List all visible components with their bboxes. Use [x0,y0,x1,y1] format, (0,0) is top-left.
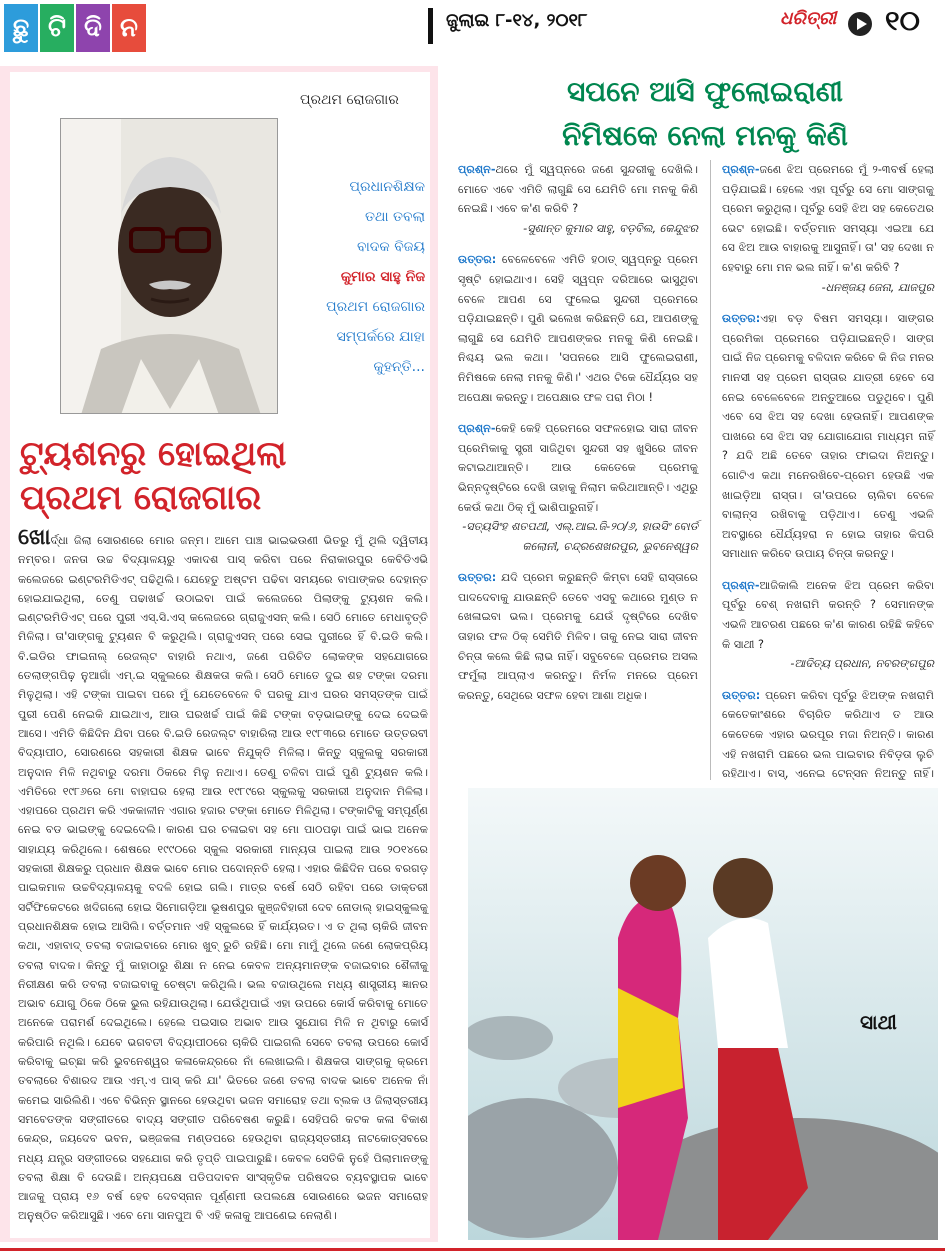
portrait-illustration [61,119,278,414]
question-block [722,160,934,297]
question-block [458,419,698,556]
drop-cap: ଖୋ [18,525,51,550]
question-label: ପ୍ରଶ୍ନ- [458,422,496,436]
page-number: ୧୦ [885,4,920,37]
column-divider [710,160,711,780]
question-text: କେହି କେହି ପ୍ରେମରେ ସଫଳହୋଇ ସାରା ଜୀବନ ପ୍ରେମିକାକୁ ସ୍ତ୍ରୀ ସାଜିଥିବା ସୁନ୍ଦରୀ ସହ ଖୁସିରେ ଜୀବନ କଟାଇଥାଆନ୍ତି। ଆଉ କେତେକେ ପ୍ରେମକୁ ଭିନ୍ନଦୃଷ୍ଟିରେ ଦେଖି ତାହାକୁ ନିଲାମ କରିଥାଆନ୍ତି। ଏଥିରୁ କେଉଁ କଥା ଠିକ୍ ମୁଁ ଭାଶିପାରୁନାହିଁ। [458,422,698,514]
question-block [722,576,934,674]
advice-headline-line: ନିମିଷକେ ନେଲା ମନକୁ କିଣି [562,119,848,152]
portrait-photo [60,118,278,414]
bottom-rule [0,1248,945,1251]
answer-text: ପ୍ରେମ କରିବା ପୂର୍ବରୁ ଝିଅଙ୍କ ନଖରାମି କେତେକାଂଶରେ ବିଚାରିତ କରିଥାଏ ତ ଆଉ କେତେକେ ଏହାର ଭରପୂର ମଜା ନିଅନ୍ତି। କାରଣ ଏହି ନଖରାମି ପଛରେ ଭଲ ପାଇବାର ନିବିଡ଼ତା ଲୁଚି ରହିଥାଏ। ବାସ୍, ଏନେଇ ଟେନ୍ସନ ନିଅନ୍ତୁ ନାହିଁ। [722,688,935,781]
intro-blurb [290,172,425,382]
masthead-tile: ଦି [76,4,110,52]
question-text: ଥରେ ମୁଁ ସ୍ୱପ୍ନରେ ଜଣେ ସୁନ୍ଦରୀକୁ ଦେଖିଲି। ମୋତେ ଏବେ ଏମିତି ଲାଗୁଛି ସେ ଯେମିତି ମୋ ମନକୁ କିଣି ନେଇଛି। ଏବେ କ'ଣ କରିବି ? [458,163,698,216]
answer-text: ଯଦି ପ୍ରେମ କରୁଛନ୍ତି କିମ୍ବା ସେହି ରାସ୍ତାରେ ପାଦଦେବାକୁ ଯାଉଛନ୍ତି ତେବେ ଏସବୁ କଥାରେ ମୁଣ୍ଡ ନ ଖେଳାଇବା ଭଲ। ପ୍ରେମକୁ ଯେଉଁ ଦୃଷ୍ଟିରେ ଦେଖିବ ତାହାର ଫଳ ଠିକ୍ ସେମିତି ମିଳିବ। ତାକୁ ନେଇ ସାରା ଜୀବନ ଚିନ୍ତା କଲେ କିଛି ଲାଭ ନାହିଁ। ସବୁବେଳେ ପ୍ରେମର ଅସଲ ଫର୍ମୁଲା ଆପ୍ଲାଏ କରନ୍ତୁ। ନିର୍ମଳ ମନରେ ପ୍ରେମ କରନ୍ତୁ, ସେଥିରେ ସଫଳ ହେବା ଆଶା ଅଧିକ। [458,571,698,702]
intro-line: ପ୍ରଧାନଶିକ୍ଷକ [349,179,425,195]
masthead-tile: ନ [112,4,146,52]
intro-line: ପ୍ରଥମ ରୋଜଗାର [326,299,425,315]
intro-line: କୁହନ୍ତି... [373,359,425,375]
left-article-body [18,525,428,1226]
play-icon [848,12,872,36]
answer-label: ଉତ୍ତର: [722,688,761,702]
section-kicker: ପ୍ରଥମ ରୋଜଗାର [300,92,399,108]
intro-line: ତଥା ତବଲା [364,209,425,225]
answer-label: ଉତ୍ତର: [458,571,497,585]
advice-column-1 [458,160,698,717]
question-signature: -ସତ୍ୟସିଂହ ଶତପଥୀ, ଏଲ୍.ଆଇ.ଜି-୨୦/୬, ହାଉସିଂ ବୋର୍ଡ କଲୋନୀ, ଚନ୍ଦ୍ରଶେଖରପୁର, ଭୁବନେଶ୍ୱର [462,520,698,553]
answer-block [722,309,934,564]
question-label: ପ୍ରଶ୍ନ- [722,578,760,592]
photo-caption: ସାଥୀ [860,1010,897,1034]
question-signature: -ଧନଞ୍ଜୟ ଜେନା, ଯାଜପୁର [821,280,934,294]
answer-block [458,568,698,705]
question-text: ଜଣେ ଝିଅ ପ୍ରେମରେ ମୁଁ ୨-୩ବର୍ଷ ହେଲା ପଡ଼ିଯାଇଛି। ହେଲେ ଏହା ପୂର୍ବରୁ ସେ ମୋ ସାଙ୍ଗକୁ ପ୍ରେମ କରୁଥିଲା। ପୂର୍ବରୁ ସେହି ଝିଅ ସହ କେତେଥର ଭେଟ ହୋଇଛି। ବର୍ତ୍ତମାନ ସମସ୍ୟା ଏଇଆ ଯେ ସେ ଝିଅ ଆଉ ବାହାରକୁ ଆସୁନାହିଁ। ତା' ସହ ଦେଖା ନ ହେବାରୁ ମୋ ମନ ଭଲ ନାହିଁ। କ'ଣ କରିବି ? [722,163,934,274]
answer-text: ବେଳେବେଳେ ଏମିତି ହଠାତ୍ ସ୍ୱପ୍ନରୁ ପ୍ରେମ ସୃଷ୍ଟି ହୋଇଥାଏ। ସେହି ସ୍ୱପ୍ନ ଦରିଆରେ ଭାସୁଥିବା ବେଳେ ଆପଣ ସେ ଫୁଲେଇ ସୁନ୍ଦରୀ ପ୍ରେମରେ ପଡ଼ିଯାଇଛନ୍ତି। ପୁଣି ଭଲେଖ କରିଛନ୍ତି ଯେ, ଆପଣଙ୍କୁ ଲାଗୁଛି ସେ ଯେମିତି ଆପଣଙ୍କର ମନକୁ କିଣି ନେଇଛି। ନିଶ୍ଚୟ ଭଲ କଥା। 'ସପନରେ ଆସି ଫୁଲେଇରାଣୀ, ନିମିଷକେ ନେଲା ମନକୁ କିଣି।' ଏଥର ଟିକେ ଧୈର୍ଯ୍ୟର ସହ ଅପେକ୍ଷା କରନ୍ତୁ। ଅପେକ୍ଷାର ଫଳ ପରା ମିଠା ! [458,253,698,404]
answer-block [722,686,934,804]
masthead-tile: ଛୁ [4,4,38,52]
advice-headline-line: ସପନେ ଆସି ଫୁଲୋଇରାଣୀ [567,75,843,108]
question-label: ପ୍ରଶ୍ନ- [722,163,760,176]
answer-text: ଏହା ବଡ଼ ବିଷମ ସମସ୍ୟା। ସାଙ୍ଗର ପ୍ରେମିକା ପ୍ରେମରେ ପଡ଼ିଯାଇଛନ୍ତି। ସାଙ୍ଗ ପାଇଁ ନିଜ ପ୍ରେମକୁ ବଳିଦାନ କରିବେ କି ନିଜ ମନର ମାନସୀ ସହ ପ୍ରେମ ରାସ୍ତାର ଯାତ୍ରୀ ହେବେ ସେ ନେଇ ବେଳେବେଳେ ଅନ୍ତୁଆରେ ପଡୁଥିବେ। ପୁଣି ଏବେ ସେ ଝିଅ ସହ ଦେଖା ହେଉନାହିଁ। ଆପଣଙ୍କ ପାଖରେ ସେ ଝିଅ ସହ ଯୋଗାଯୋଗ ମାଧ୍ୟମ ନାହିଁ ? ଯଦି ଅଛି ତେବେ ତାହାର ଫାଇଦା ନିଅନ୍ତୁ। ଗୋଟିଏ କଥା ମନେରଖିବେ-ପ୍ରେମ ହେଉଛି ଏକ ଖାଇଡ଼ିଆ ରାସ୍ତା। ତା'ଉପରେ ଚାଲିବା ବେଳେ ବାଲାନ୍ସ ରଖିବାକୁ ପଡ଼ିଥାଏ। ତେଣୁ ଏଭଳି ଅବସ୍ଥାରେ ଧୈର୍ଯ୍ୟହରା ନ ହୋଇ ତାହାର କିପରି ସମାଧାନ କରିବେ ଉପାୟ ଚିନ୍ତା କରନ୍ତୁ। [722,312,934,561]
question-block [458,160,698,238]
question-signature: -ଆଦିତ୍ୟ ପ୍ରଧାନ, ନବରଙ୍ଗପୁର [790,657,934,671]
answer-label: ଉତ୍ତର: [722,312,761,326]
answer-block [458,250,698,407]
header-divider [428,8,433,44]
publication-logo: ଧରିତ୍ରୀ [780,8,837,29]
question-signature: -ସୁଶାନ୍ତ କୁମାର ସାହୁ, ବଡ଼ବିଲ, କେନ୍ଦୁଝର [523,221,698,235]
intro-line: କୁମାର ସାହୁ ନିଜ [340,269,425,285]
intro-line: ବାଦକ ବିଜୟ [357,239,425,255]
advice-column-2 [722,160,934,815]
advice-column-headline [470,70,940,158]
question-label: ପ୍ରଶ୍ନ- [458,163,496,176]
masthead-tile: ଟି [40,4,74,52]
answer-label: ଉତ୍ତର: [458,253,497,267]
article-text: ର୍ଦ୍ଧା ଜିଲା ସୋରଣରେ ମୋର ଜନ୍ମ। ଆମେ ପାଞ୍ଚ ଭାଇଭଉଣୀ ଭିତରୁ ମୁଁ ଥିଲି ଦ୍ୱିତୀୟ ନମ୍ବର। ଜନତା ଉଚ୍ଚ ବିଦ୍ୟାଳୟରୁ ଏକାଦଶ ପାସ୍ କରିବା ପରେ ନିରାକାରପୁର କେବିଡିଏଭି କଲେଜରେ ଇଣ୍ଟରମିଡିଏଟ୍ ପଢିଥିଲି। ଯେହେତୁ ଅଷ୍ଟମ ପଢିବା ସମୟରେ ବାପାଙ୍କର ଦେହାନ୍ତ ହୋଇଯାଇଥିଲା, ତେଣୁ ପଢାଖର୍ଚ୍ଚ ଉଠାଇବା ପାଇଁ କଲେଜରେ ପିଲାଙ୍କୁ ଟ୍ୟୁଶନ କଲି। ଇଣ୍ଟରମିଡିଏଟ୍ ପରେ ପୁରୀ ଏସ୍.ସି.ଏସ୍ କଲେଜରେ ଗ୍ରାଜୁଏସନ୍ କଲି। ସେଠି ମୋତେ ମେଧାବୃତ୍ତି ମିଳିଲା। ତା'ସାଙ୍ଗକୁ ଟ୍ୟୁଶନ ବି କରୁଥିଲି। ଗ୍ରାଜୁଏସନ୍ ପରେ ସେଇ ପୁରୀରେ ହିଁ ବି.ଇଡି କଲି। ବି.ଇଡିର ଫାଇନାଲ୍ ରେଜଲ୍ଟ ବାହାରି ନଥାଏ, ଜଣେ ପରିଚିତ ଲୋକଙ୍କ ସହଯୋଗରେ ତେଲାଙ୍ଗପିଢ଼ ନୁଆଗାଁ ଏମ୍.ଇ ସ୍କୁଲରେ ଶିକ୍ଷକତା କଲି। ସେଠି ମୋତେ ଦୁଇ ଶହ ଟଙ୍କା ଦରମା ମିଳୁଥିଲା। ଏହି ଟଙ୍କା ପାଇବା ପରେ ମୁଁ ଯେତେବେଳେ ବି ଘରକୁ ଯାଏ ଘରର ସମସ୍ତଙ୍କ ପାଇଁ ପୁରୀ ପେଣି ନେଇକି ଯାଇଥାଏ, ଆଉ ଘରଖର୍ଚ୍ଚ ପାଇଁ କିଛି ଟଙ୍କା ବଡ଼ଭାଇଙ୍କୁ ଦେଇ ଦେଇକି ଆସେ। ଏମିତି କିଛିଦିନ ଯିବା ପରେ ବି.ଇଡି ରେଜଲ୍ଟ ବାହାରିଲା ଆଉ ୧୯୮୩ରେ ମୋତେ ଉତ୍ତରବୀ ବିଦ୍ୟାପୀଠ, ସୋରଣରେ ସହକାରୀ ଶିକ୍ଷକ ଭାବେ ନିଯୁକ୍ତି ମିଳିଲା। କିନ୍ତୁ ସ୍କୁଲକୁ ସରକାରୀ ଅନୁଦାନ ମିଳି ନଥିବାରୁ ଦରମା ଠିକରେ ମିଳୁ ନଥାଏ। ତେଣୁ ଚଳିବା ପାଇଁ ପୁଣି ଟ୍ୟୁଶନ କଲି। ଏମିତିରେ ୧୯୮୬ରେ ମୋ ବାହାଘର ହେଲା ଆଉ ୧୯୮୯ରେ ସ୍କୁଲକୁ ସରକାରୀ ଅନୁଦାନ ମିଳିଲା। ଏହାପରେ ପ୍ରଥମ କରି ଏକକାଳୀନ ଏଗାର ହଜାର ଟଙ୍କା ମୋତେ ମିଳିଥିଲା। ଟଙ୍କାଟିକୁ ସମ୍ପୂର୍ଣ୍ଣ ନେଇ ବଡ ଭାଇଙ୍କୁ ଦେଇଦେଲି। କାରଣ ଘର ଚଳାଇବା ସହ ମୋ ପାଠପଢ଼ା ପାଇଁ ଭାଇ ଅନେକ ସାହାଯ୍ୟ କରିଥିଲେ। ଶେଷରେ ୧୯୯୦ରେ ସ୍କୁଲ ସରକାରୀ ମାନ୍ୟତା ପାଇଲା ଆଉ ୨୦୧୪ରେ ସହକାରୀ ଶିକ୍ଷକରୁ ପ୍ରଧାନ ଶିକ୍ଷକ ଭାବେ ମୋର ପଦୋନ୍ନତି ହେଲା। ଏହାର କିଛିଦିନ ପରେ ବରଗଡ଼ ପାଇକମାଳ ଉଚ୍ଚବିଦ୍ୟାଳୟକୁ ବଦଳି ହୋଇ ଗଲି। ମାତ୍ର ବର୍ଷେ ସେଠି ରହିବା ପରେ ଡାକ୍ତରୀ ସର୍ଟିଫିକେଟରେ ଖଦିଗଲୋ ହୋଇ ସିମୋଗଡ଼ିଆ ଭୂଷଣପୁର କୁଞ୍ଜବିହାରୀ ଦେବ ନୋଡାଲ୍ ହାଇସ୍କୁଲକୁ ପ୍ରଧାନଶିକ୍ଷକ ହୋଇ ଆସିଲି। ବର୍ତ୍ତମାନ ଏହି ସ୍କୁଲରେ ହିଁ କାର୍ଯ୍ୟରତ। ଏ ତ ଥିଲା ଚାକିରି ଜୀବନ କଥା, ଏହାବାଦ୍ ତବଲା ବଜାଇବାରେ ମୋର ଖୁବ୍ ରୁଚି ରହିଛି। ମୋ ମାମୁଁ ଥିଲେ ଜଣେ ଲୋକପ୍ରିୟ ତବଲା ବାଦକ। କିନ୍ତୁ ମୁଁ କାହାଠାରୁ ଶିକ୍ଷା ନ ନେଇ କେବଳ ଅନ୍ୟମାନଙ୍କ ବଜାଇବାର ଶୈଳୀକୁ ନିରୀକ୍ଷଣ କରି ତବଲା ବଜାଇବାକୁ ଚେଷ୍ଟା କରିଥିଲି। ଭଲ ବଜାଉଥିଲେ ମଧ୍ୟ ଶାସ୍ତ୍ରୀୟ ଜ୍ଞାନର ଅଭାବ ଯୋଗୁ ଠିକେ ଠିକେ ଭୁଲ ରହିଯାଉଥିଲା। ଯେଉଁଥିପାଇଁ ଏହା ଉପରେ କୋର୍ସ କରିବାକୁ ମୋତେ ଅନେକେ ପରାମର୍ଶ ଦେଇଥିଲେ। ହେଲେ ପଇସାର ଅଭାବ ଆଉ ସୁଯୋଗ ମିଳି ନ ଥିବାରୁ କୋର୍ସ କରିପାରି ନଥିଲି। ଯେବେ ଭଗବତୀ ବିଦ୍ୟାପୀଠରେ ଚାକିରି ପାଇଗଲି ସେବେ ତବଲା ଉପରେ କୋର୍ସ କରିବାକୁ ଇଚ୍ଛା କରି ଭୁବନେଶ୍ୱର କଳାକେନ୍ଦ୍ରରେ ନାଁ ଲେଖାଇଲି। ଶିକ୍ଷକତା ସାଙ୍ଗକୁ କ୍ରମେ ତବଲାରେ ବିଶାରଦ ଆଉ ଏମ୍.ଏ ପାସ୍ କରି ଯା' ଭିତରେ ଜଣେ ତବଲା ବାଦକ ଭାବେ ଅନେକ ନାଁ କମେଇ ସାରିଲିଣି। ଏବେ ବିଭିନ୍ନ ସ୍ଥାନରେ ହେଉଥିବା ଭଜନ ସମାରୋହ ତଥା ବ୍ଲକ ଓ ଜିଲାସ୍ତରୀୟ ସମବେତଙ୍କ ସଙ୍ଗୀତରେ ବାଦ୍ୟ ସଙ୍ଗୀତ ପରିବେଷଣ କରୁଛି। ସେହିପରି କଟକ କଳା ବିକାଶ କେନ୍ଦ୍ର, ଜୟଦେବ ଭବନ, ଭଞ୍ଜକଳା ମଣ୍ଡପରେ ହେଉଥିବା ରାଜ୍ୟସ୍ତରୀୟ ନାଟକୋତ୍ସବରେ ମଧ୍ୟ ଯନ୍ତ୍ର ସଙ୍ଗୀତରେ ସହଯୋଗ କରି ତୃପ୍ତି ପାଇପାରୁଛି। କେବଳ ସେତିକି ନୁହେଁ ପିଲାମାନଙ୍କୁ ତବଲା ଶିକ୍ଷା ବି ଦେଉଛି। ଅନ୍ୟପକ୍ଷେ ପଡିପଦାବନ ସାଂସ୍କୃତିକ ପରିଷଦର ବ୍ୟବସ୍ଥାପକ ଭାବେ ଆଜକୁ ପ୍ରାୟ ୧୬ ବର୍ଷ ହେବ ଦେବସ୍ନାନ ପୂର୍ଣ୍ଣମୀ ଉପଲକ୍ଷେ ସୋରଣରେ ଭଜନ ସମାରୋହ ଅନୁଷ୍ଠିତ କରିଆସୁଛି। ଏବେ ମୋ ସାନପୁଅ ବି ଏହି କଳାକୁ ଆପଣେଇ ନେଲାଣି। [18,534,428,1223]
intro-line: ସମ୍ପର୍କରେ ଯାହା [336,329,425,345]
issue-date: ଜୁଲାଇ ୮-୧୪, ୨୦୧୮ [446,10,588,31]
left-headline-line: ପ୍ରଥମ ରୋଜଗାର [20,478,262,518]
left-headline-line: ଟ୍ୟୁଶନରୁ ହୋଇଥିଲା [20,434,287,474]
question-text: ଆଜିକାଲି ଅନେକ ଝିଅ ପ୍ରେମ କରିବା ପୂର୍ବରୁ ବେଶ୍ ନଖରାମି କରନ୍ତି ? ସେମାନଙ୍କ ଏଭଳି ଆଚରଣ ପଛରେ କ'ଣ କାରଣ ରହିଛି କହିବେ କି ସାଥୀ ? [722,578,934,651]
left-headline [20,432,425,520]
